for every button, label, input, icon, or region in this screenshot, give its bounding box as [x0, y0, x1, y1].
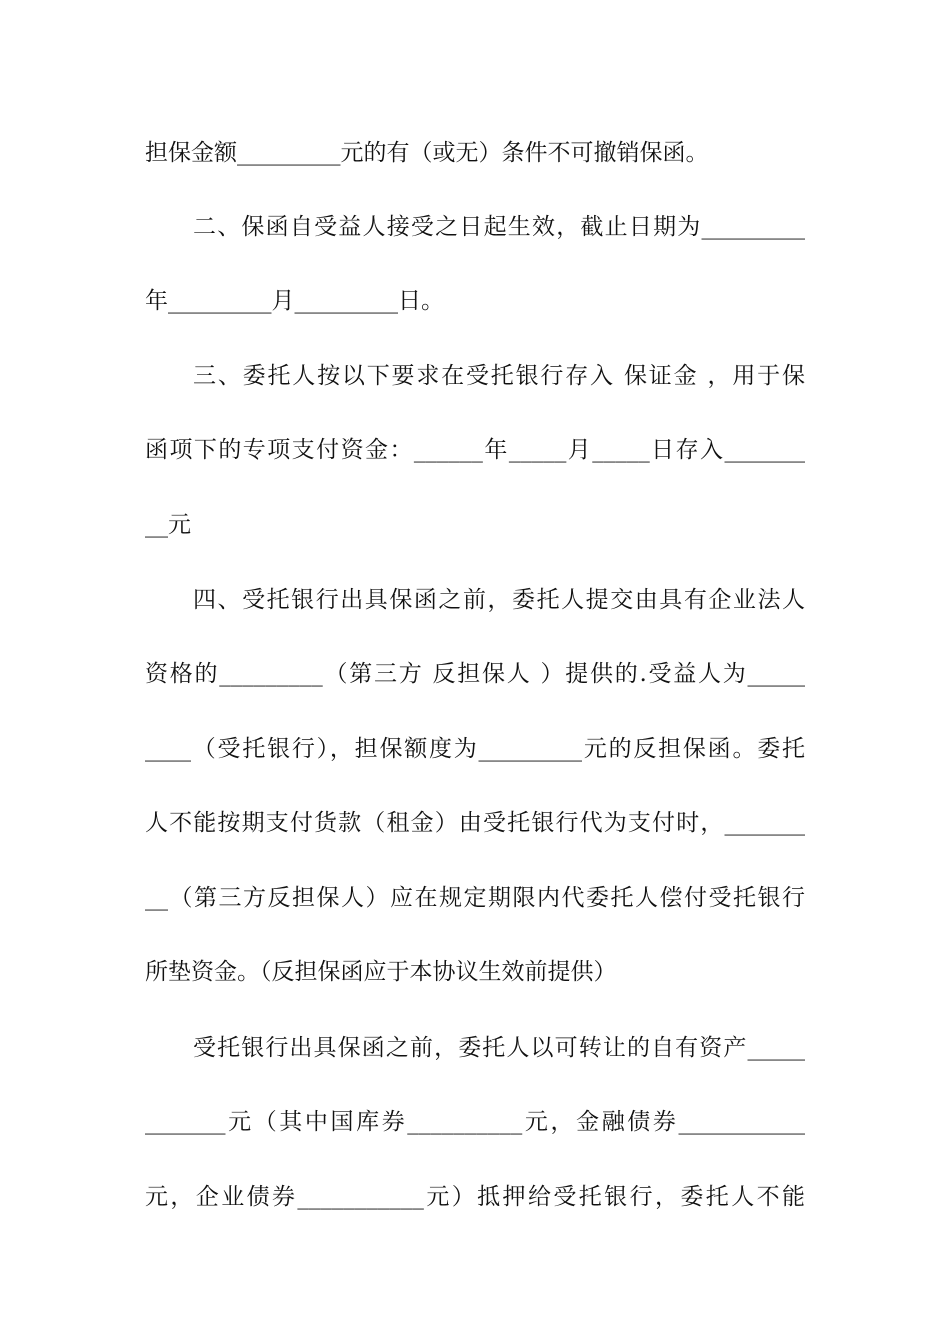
text-line-2: 二、保函自受益人接受之日起生效，截止日期为_________	[193, 214, 805, 240]
text-line-13: 受托银行出具保函之前，委托人以可转让的自有资产_____	[193, 1035, 805, 1061]
text-line-6: __元	[145, 512, 191, 538]
text-line-1: 担保金额_________元的有（或无）条件不可撤销保函。	[145, 140, 709, 166]
text-line-7: 四、受托银行出具保函之前，委托人提交由具有企业法人	[193, 587, 805, 613]
text-line-11: __（第三方反担保人）应在规定期限内代委托人偿付受托银行	[145, 885, 805, 911]
text-line-4: 三、委托人按以下要求在受托银行存入 保证金 ，用于保	[193, 363, 805, 389]
text-line-3: 年_________月_________日。	[145, 288, 444, 314]
text-line-15: 元，企业债券___________元）抵押给受托银行，委托人不能	[145, 1184, 805, 1210]
text-line-9: ____（受托银行），担保额度为_________元的反担保函。委托	[145, 736, 805, 762]
text-line-12: 所垫资金。（反担保函应于本协议生效前提供）	[145, 959, 617, 985]
text-line-14: _______元（其中国库券__________元，金融债券___________	[145, 1109, 805, 1135]
text-line-10: 人不能按期支付货款（租金）由受托银行代为支付时，_______	[145, 810, 805, 836]
text-line-5: 函项下的专项支付资金：______年_____月_____日存入_______	[145, 437, 805, 463]
text-line-8: 资格的_________（第三方 反担保人 ）提供的.受益人为_____	[145, 661, 805, 687]
